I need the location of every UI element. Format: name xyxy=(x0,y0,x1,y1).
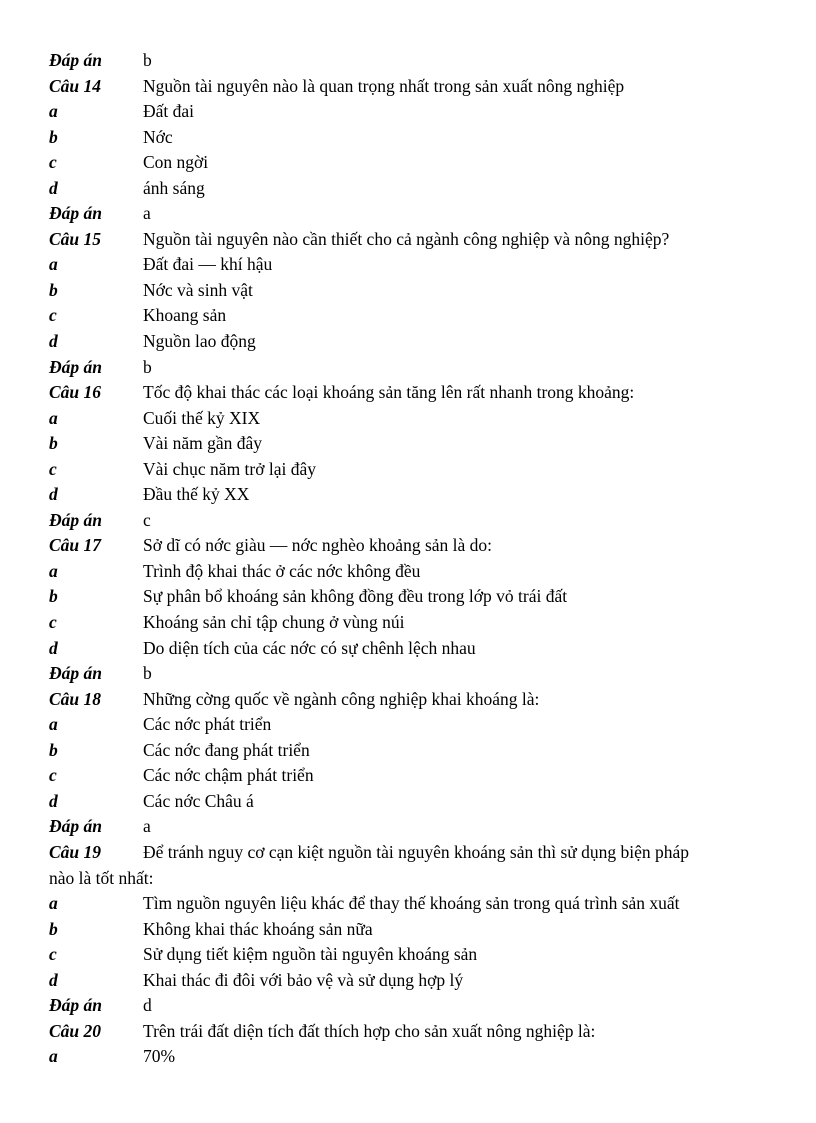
option-text: Khoáng sản chỉ tập chung ở vùng núi xyxy=(143,612,405,633)
line-label: Đáp án xyxy=(49,203,102,224)
option-letter: b xyxy=(49,918,58,939)
option-letter: c xyxy=(49,765,57,786)
option-letter: b xyxy=(49,279,58,300)
option-text: Vài chục năm trở lại đây xyxy=(143,458,317,479)
option-letter: d xyxy=(49,637,58,658)
option-text: ánh sáng xyxy=(143,177,205,198)
answer-line xyxy=(0,661,816,687)
line-label: Đáp án xyxy=(49,356,102,377)
option-line xyxy=(0,610,816,636)
option-line xyxy=(0,891,816,917)
option-line xyxy=(0,252,816,278)
question-text: Tốc độ khai thác các loại khoáng sản tăng lên rất nhanh trong khoảng: xyxy=(143,382,635,403)
answer-line xyxy=(0,508,816,534)
option-line xyxy=(0,1044,816,1070)
line-label: Đáp án xyxy=(49,663,102,684)
option-text: Đầu thế kỷ XX xyxy=(143,484,250,505)
option-text: Khoang sản xyxy=(143,305,227,326)
option-text: Khai thác đi đôi với bảo vệ và sử dụng hợp lý xyxy=(143,969,464,990)
option-line xyxy=(0,125,816,151)
question-text: Nguồn tài nguyên nào cần thiết cho cả ngành công nghiệp và nông nghiệp? xyxy=(143,228,670,249)
option-letter: c xyxy=(49,944,57,965)
question-line xyxy=(0,380,816,406)
option-text: Do diện tích của các nớc có sự chênh lệch nhau xyxy=(143,637,476,658)
option-text: Trình độ khai thác ở các nớc không đều xyxy=(143,560,421,581)
option-letter: d xyxy=(49,790,58,811)
option-text: Nớc xyxy=(143,126,173,147)
question-text: Những cờng quốc về ngành công nghiệp khai khoáng là: xyxy=(143,688,540,709)
line-text: b xyxy=(143,663,152,684)
option-line xyxy=(0,457,816,483)
question-line xyxy=(0,1019,816,1045)
option-line xyxy=(0,431,816,457)
option-text: Con ngời xyxy=(143,152,209,173)
question-continuation xyxy=(0,866,816,892)
option-line xyxy=(0,584,816,610)
option-letter: a xyxy=(49,714,58,735)
line-label: Đáp án xyxy=(49,816,102,837)
option-text: Sự phân bổ khoáng sản không đồng đều trong lớp vỏ trái đất xyxy=(143,586,568,607)
quiz-page xyxy=(0,48,816,1070)
line-label: Đáp án xyxy=(49,50,102,70)
option-text: Vài năm gần đây xyxy=(143,433,263,454)
question-number: Câu 16 xyxy=(49,382,102,403)
option-text: Đất đai xyxy=(143,101,195,122)
option-line xyxy=(0,559,816,585)
option-line xyxy=(0,176,816,202)
option-line xyxy=(0,406,816,432)
option-letter: a xyxy=(49,893,58,914)
option-text: Các nớc Châu á xyxy=(143,790,254,811)
answer-line xyxy=(0,48,816,74)
option-text: Cuối thế kỷ XIX xyxy=(143,407,261,428)
option-text: Các nớc chậm phát triển xyxy=(143,765,314,786)
option-line xyxy=(0,99,816,125)
line-text: b xyxy=(143,50,152,70)
line-text: a xyxy=(143,816,151,837)
option-letter: b xyxy=(49,433,58,454)
option-letter: d xyxy=(49,331,58,352)
option-line xyxy=(0,763,816,789)
option-letter: a xyxy=(49,1046,58,1067)
question-text-continued: nào là tốt nhất: xyxy=(49,867,154,888)
question-number: Câu 17 xyxy=(49,535,102,556)
option-line xyxy=(0,738,816,764)
option-text: Không khai thác khoáng sản nữa xyxy=(143,918,373,939)
option-line xyxy=(0,303,816,329)
option-letter: b xyxy=(49,739,58,760)
answer-line xyxy=(0,993,816,1019)
answer-line xyxy=(0,355,816,381)
question-line xyxy=(0,840,816,866)
option-line xyxy=(0,789,816,815)
option-letter: c xyxy=(49,305,57,326)
option-letter: b xyxy=(49,586,58,607)
option-line xyxy=(0,329,816,355)
line-text: a xyxy=(143,203,151,224)
answer-line xyxy=(0,201,816,227)
question-number: Câu 18 xyxy=(49,688,102,709)
option-letter: d xyxy=(49,177,58,198)
option-line xyxy=(0,942,816,968)
option-line xyxy=(0,917,816,943)
option-letter: a xyxy=(49,254,58,275)
option-text: Tìm nguồn nguyên liệu khác để thay thế khoáng sản trong quá trình sản xuất xyxy=(143,893,680,914)
option-text: Nguồn lao động xyxy=(143,331,256,352)
question-line xyxy=(0,227,816,253)
question-line xyxy=(0,687,816,713)
option-line xyxy=(0,278,816,304)
question-number: Câu 20 xyxy=(49,1020,102,1041)
option-text: Các nớc phát triển xyxy=(143,714,272,735)
option-letter: a xyxy=(49,101,58,122)
question-text: Sở dĩ có nớc giàu — nớc nghèo khoảng sản là do: xyxy=(143,535,493,556)
line-label: Đáp án xyxy=(49,509,102,530)
option-line xyxy=(0,482,816,508)
option-line xyxy=(0,150,816,176)
question-text: Trên trái đất diện tích đất thích hợp cho sản xuất nông nghiệp là: xyxy=(143,1020,596,1041)
option-text: 70% xyxy=(143,1046,176,1067)
line-text: b xyxy=(143,356,152,377)
question-number: Câu 15 xyxy=(49,228,102,249)
option-letter: c xyxy=(49,152,57,173)
option-letter: a xyxy=(49,407,58,428)
option-letter: a xyxy=(49,560,58,581)
option-text: Nớc và sinh vật xyxy=(143,279,253,300)
option-letter: b xyxy=(49,126,58,147)
question-text: Để tránh nguy cơ cạn kiệt nguồn tài nguyên khoáng sản thì sử dụng biện pháp xyxy=(143,841,690,862)
question-number: Câu 19 xyxy=(49,841,102,862)
line-text: d xyxy=(143,995,152,1016)
option-text: Sử dụng tiết kiệm nguồn tài nguyên khoáng sản xyxy=(143,944,478,965)
option-text: Các nớc đang phát triển xyxy=(143,739,310,760)
answer-line xyxy=(0,814,816,840)
option-letter: d xyxy=(49,969,58,990)
question-line xyxy=(0,533,816,559)
question-line xyxy=(0,74,816,100)
line-text: c xyxy=(143,509,151,530)
option-line xyxy=(0,636,816,662)
option-letter: c xyxy=(49,612,57,633)
option-letter: c xyxy=(49,458,57,479)
question-text: Nguồn tài nguyên nào là quan trọng nhất trong sản xuất nông nghiệp xyxy=(143,75,625,96)
option-text: Đất đai — khí hậu xyxy=(143,254,273,275)
option-line xyxy=(0,968,816,994)
option-line xyxy=(0,712,816,738)
line-label: Đáp án xyxy=(49,995,102,1016)
option-letter: d xyxy=(49,484,58,505)
question-number: Câu 14 xyxy=(49,75,102,96)
